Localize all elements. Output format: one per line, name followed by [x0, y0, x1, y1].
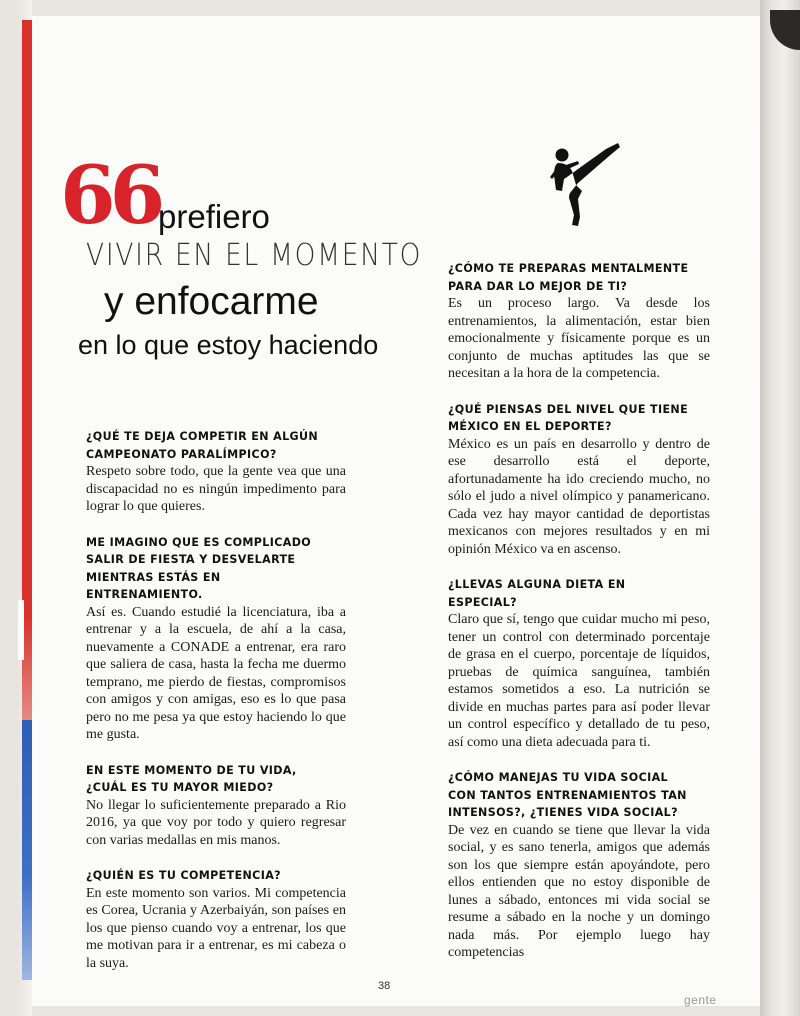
blue-page-edge — [22, 720, 32, 980]
interview-question: EN ESTE MOMENTO DE TU VIDA, ¿CUÁL ES TU MAYOR MIEDO? — [86, 762, 297, 794]
interview-answer: Es un proceso largo. Va desde los entrenamientos, la alimentación, estar bien emocionalmente y físicamente porque es un conjunto de muchas aptitudes las que se necesitan a la hora de la competencia. — [448, 296, 710, 381]
page-curl — [770, 10, 800, 50]
interview-question: ¿LLEVAS ALGUNA DIETA EN ESPECIAL? — [448, 577, 626, 609]
interview-answer: No llegar lo suficientemente preparado a Rio 2016, ya que voy por todo y quiero regresar con varias medallas en mis manos. — [86, 797, 346, 848]
interview-question: ¿QUÉ TE DEJA COMPETIR EN ALGÚN CAMPEONATO PARALÍMPICO? — [86, 429, 319, 461]
interview-item — [448, 401, 710, 559]
pull-quote-line-1: prefiero — [158, 198, 270, 235]
interview-item — [86, 867, 346, 972]
interview-item — [448, 260, 710, 383]
interview-answer: Así es. Cuando estudié la licenciatura, iba a entrenar y a la escuela, de ahí a la casa, nuevamente a CONADE a entrenar, era raro que saliera de casa, hasta la fecha me duermo temprano, me pierdo de fiestas, compromisos con amigos y con amigas, eso es lo que pasa pero no me pesa ya que estoy haciendo lo que me gusta. — [86, 604, 346, 742]
interview-answer: Respeto sobre todo, que la gente vea que una discapacidad no es ningún impedimento para lograr lo que quieres. — [86, 464, 346, 514]
pull-quote-line-4: en lo que estoy haciendo — [78, 330, 379, 360]
interview-answer: Claro que sí, tengo que cuidar mucho mi peso, tener un control con determinado porcentaje de grasa en el cuerpo, porcentaje de líquidos, pruebas de química sanguínea, también estamos sometidos a eso. La nutrición se divide en muchas partes para así poder llevar un control específico y detallado de tu peso, así como una dieta adecuada para ti. — [448, 612, 710, 750]
interview-item — [448, 769, 710, 962]
interview-answer: México es un país en desarrollo y dentro de ese desarrollo está el deporte, afortunadamente ha ido creciendo mucho, no sólo el judo a nivel olímpico y panamericano. Cada vez hay mayor cantidad de deportistas mexicanos con mejores resultados y en mi opinión México va en ascenso. — [448, 436, 710, 557]
quote-mark-icon: 66 — [60, 148, 160, 242]
interview-question: ¿CÓMO MANEJAS TU VIDA SOCIAL CON TANTOS ENTRENAMIENTOS TAN INTENSOS?, ¿TIENES VIDA SOCIAL? — [448, 770, 687, 819]
magazine-brand: gente — [684, 993, 717, 1007]
interview-question: ¿QUÉ PIENSAS DEL NIVEL QUE TIENE MÉXICO EN EL DEPORTE? — [448, 401, 689, 433]
interview-question: ¿CÓMO TE PREPARAS MENTALMENTE PARA DAR LO MEJOR DE TI? — [448, 261, 689, 293]
interview-item — [86, 534, 346, 744]
right-column — [448, 260, 710, 980]
interview-question: ¿QUIÉN ES TU COMPETENCIA? — [86, 868, 281, 882]
interview-question: ME IMAGINO QUE ES COMPLICADO SALIR DE FIESTA Y DESVELARTE MIENTRAS ESTÁS EN ENTRENAMIENTO. — [86, 534, 312, 601]
pull-quote-line-3: y enfocarme — [104, 280, 319, 323]
interview-item — [448, 576, 710, 751]
page-number: 38 — [378, 980, 391, 992]
magazine-spine-edge — [0, 0, 32, 1016]
interview-item — [86, 762, 346, 850]
interview-answer: De vez en cuando se tiene que llevar la vida social, y es sano tenerla, amigos que además son los que siempre están apoyándote, pero ellos entienden que no estoy disponible de lunes a sábado, entonces mi vida social se resume a sábado en la noche y un domingo nada más. Por ejemplo luego hay competencias — [448, 822, 710, 960]
white-page-edge — [18, 600, 24, 660]
next-page-edge — [760, 0, 800, 1016]
interview-item — [86, 428, 346, 516]
pull-quote-line-2: VIVIR EN EL MOMENTO — [86, 238, 423, 273]
left-column — [86, 428, 346, 990]
interview-answer: En este momento son varios. Mi competencia es Corea, Ucrania y Azerbaiyán, son países en los que pienso cuando voy a entrenar, los que me motivan para ir a entrenar, es mi cabeza o la suya. — [86, 885, 346, 971]
martial-artist-kick-icon — [548, 135, 623, 230]
